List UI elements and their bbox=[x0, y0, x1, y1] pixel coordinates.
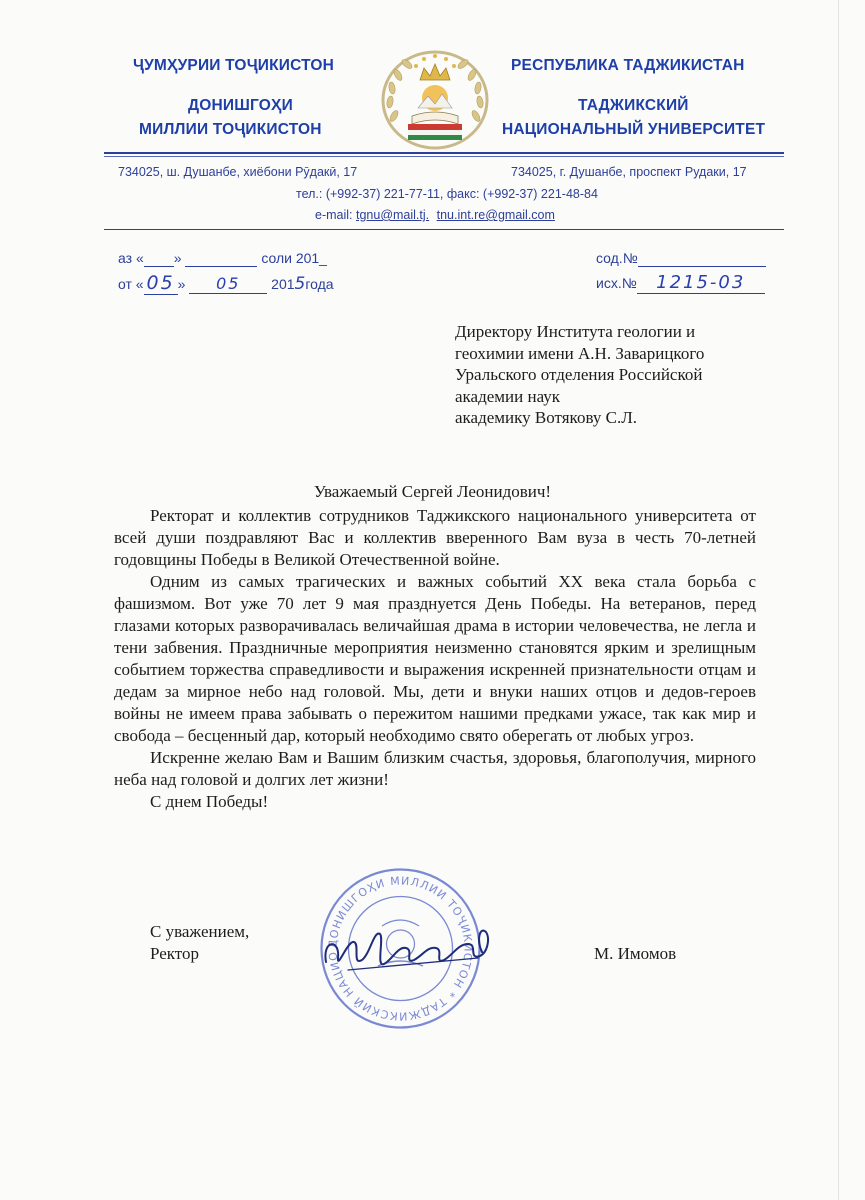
address-left: 734025, ш. Душанбе, хиёбони Рӯдакӣ, 17 bbox=[118, 165, 358, 179]
header-right-line2: ТАДЖИКСКИЙ bbox=[578, 97, 689, 114]
reg-row1-day-blank bbox=[144, 250, 174, 267]
email-link-2[interactable]: tnu.int.re@gmail.com bbox=[436, 208, 555, 222]
phone-fax-line: тел.: (+992-37) 221-77-11, факс: (+992-37) 221-48-84 bbox=[296, 187, 598, 201]
reg-row1-mid: » bbox=[173, 250, 182, 266]
header-divider-thin bbox=[104, 156, 784, 157]
recipient-line-3: Уральского отделения Российской bbox=[455, 365, 703, 384]
reg-row1-suffix: соли 201_ bbox=[261, 250, 327, 266]
header-divider bbox=[104, 152, 784, 154]
paragraph-3: Искренне желаю Вам и Вашим близким счастья, здоровья, благополучия, мирного неба над головой и долгих лет жизни! bbox=[114, 748, 756, 789]
registration-row-2 bbox=[118, 272, 334, 295]
signature-name: М. Имомов bbox=[594, 944, 677, 963]
email-line bbox=[315, 208, 555, 222]
reg-right-row1-label: сод.№ bbox=[596, 250, 638, 266]
letter-body bbox=[114, 505, 756, 813]
reg-right-row1-blank bbox=[638, 250, 766, 267]
signature-title: Ректор bbox=[150, 944, 200, 963]
reg-row2-prefix: от « bbox=[118, 276, 144, 292]
registration-right-row-1 bbox=[596, 250, 766, 267]
header-left-line1: ҶУМҲУРИИ ТОҶИКИСТОН bbox=[133, 57, 335, 74]
header-right-line1: РЕСПУБЛИКА ТАДЖИКИСТАН bbox=[511, 57, 745, 74]
registration-right-row-2 bbox=[596, 272, 765, 294]
reg-row2-mid: » bbox=[177, 276, 186, 292]
header-left-line3: МИЛЛИИ ТОҶИКИСТОН bbox=[139, 121, 322, 138]
header-right-line3: НАЦИОНАЛЬНЫЙ УНИВЕРСИТЕТ bbox=[502, 121, 766, 138]
paragraph-2: Одним из самых трагических и важных событий XX века стала борьба с фашизмом. Вот уже 70 лет 9 мая празднуется День Победы. На ветеранов, перед глазами которых разворачивалась величайшая драма в истории человечества, не легла и тени забвения. Праздничные мероприятия неизменно становятся ярким и зрелищным событием торжества справедливости и выражения искренней признательности отцам и дедам за мирное небо над головой. Мы, дети и внуки наших отцов и дедов-героев войны не имеем права забывать о пережитом нашими предками ужасе, так как мир и свобода – бесценный дар, который необходимо свято оберегать от любых угроз. bbox=[114, 572, 756, 745]
reg-row2-suffix: года bbox=[305, 276, 334, 292]
salutation: Уважаемый Сергей Леонидович! bbox=[313, 482, 552, 501]
address-right: 734025, г. Душанбе, проспект Рудаки, 17 bbox=[511, 165, 747, 179]
paragraph-1: Ректорат и коллектив сотрудников Таджикского национального университета от всей души поздравляют Вас и коллектив вверенного Вам вуза в честь 70-летней годовщины Победы в Великой Отечественной войне. bbox=[114, 506, 756, 569]
email-divider bbox=[104, 229, 784, 230]
recipient-line-5: академику Вотякову С.Л. bbox=[455, 408, 638, 427]
stamp-ring-text: ДОНИШГОҲИ МИЛЛИИ ТОҶИКИСТОН * ТАДЖИКСКИЙ НАЦИО bbox=[326, 874, 475, 1023]
handwritten-signature bbox=[318, 920, 508, 980]
closing-wish: С днем Победы! bbox=[150, 792, 269, 811]
recipient-line-1: Директору Института геологии и bbox=[455, 322, 696, 341]
reg-row2-year-hand: 5 bbox=[294, 274, 306, 294]
scan-edge-line bbox=[838, 0, 839, 1200]
reg-row2-day: 05 bbox=[144, 272, 178, 295]
reg-row2-year-prefix: 201 bbox=[271, 276, 295, 292]
email-label: e-mail: bbox=[315, 208, 353, 222]
recipient-line-2: геохимии имени А.Н. Заварицкого bbox=[455, 343, 705, 363]
reg-row1-prefix: аз « bbox=[118, 250, 144, 266]
recipient-block bbox=[455, 321, 785, 429]
email-link-1[interactable]: tgnu@mail.tj. bbox=[356, 208, 430, 222]
reg-outgoing-number: 1215-03 bbox=[637, 272, 765, 294]
signature-block bbox=[150, 921, 249, 965]
header-left-line2: ДОНИШГОҲИ bbox=[188, 97, 293, 114]
reg-right-row2-label: исх.№ bbox=[596, 275, 637, 291]
reg-row2-month: 05 bbox=[189, 274, 267, 294]
registration-row-1 bbox=[118, 250, 327, 267]
recipient-line-4: академии наук bbox=[455, 386, 561, 406]
signature-regards: С уважением, bbox=[150, 922, 250, 941]
reg-row1-month-blank bbox=[185, 250, 257, 267]
tajikistan-coat-of-arms-icon bbox=[378, 46, 492, 150]
